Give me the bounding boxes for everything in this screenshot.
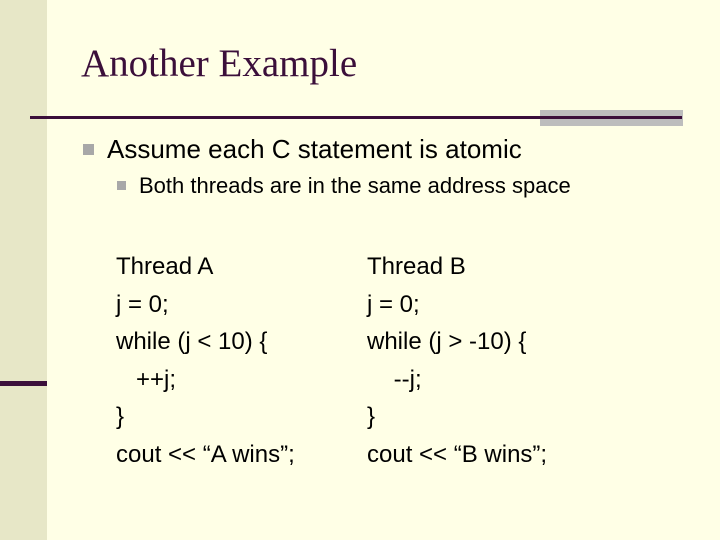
code-line: while (j < 10) { [116, 328, 268, 356]
code-line: j = 0; [367, 290, 420, 318]
square-bullet-icon [83, 144, 94, 155]
thread-b-heading: Thread B [367, 253, 466, 280]
code-line: --j; [367, 365, 422, 393]
bullet-text: Assume each C statement is atomic [107, 134, 522, 164]
code-line: } [367, 403, 376, 431]
title-divider [30, 116, 682, 119]
code-line: while (j > -10) { [367, 328, 527, 356]
thread-a-heading: Thread A [116, 253, 214, 280]
left-decorative-band [0, 0, 47, 540]
bullet-text: Both threads are in the same address space [139, 173, 571, 198]
code-line: j = 0; [116, 290, 169, 318]
left-band-accent-bar [0, 381, 47, 386]
thread-b-code [367, 248, 547, 474]
code-line: cout << “A wins”; [116, 440, 295, 468]
code-line: ++j; [116, 365, 177, 393]
thread-a-code [116, 248, 295, 474]
square-bullet-icon [117, 181, 126, 190]
bullet-level-2 [117, 175, 571, 197]
code-line: } [116, 403, 125, 431]
slide-title: Another Example [81, 42, 358, 85]
code-line: cout << “B wins”; [367, 440, 548, 468]
bullet-level-1 [83, 136, 522, 162]
